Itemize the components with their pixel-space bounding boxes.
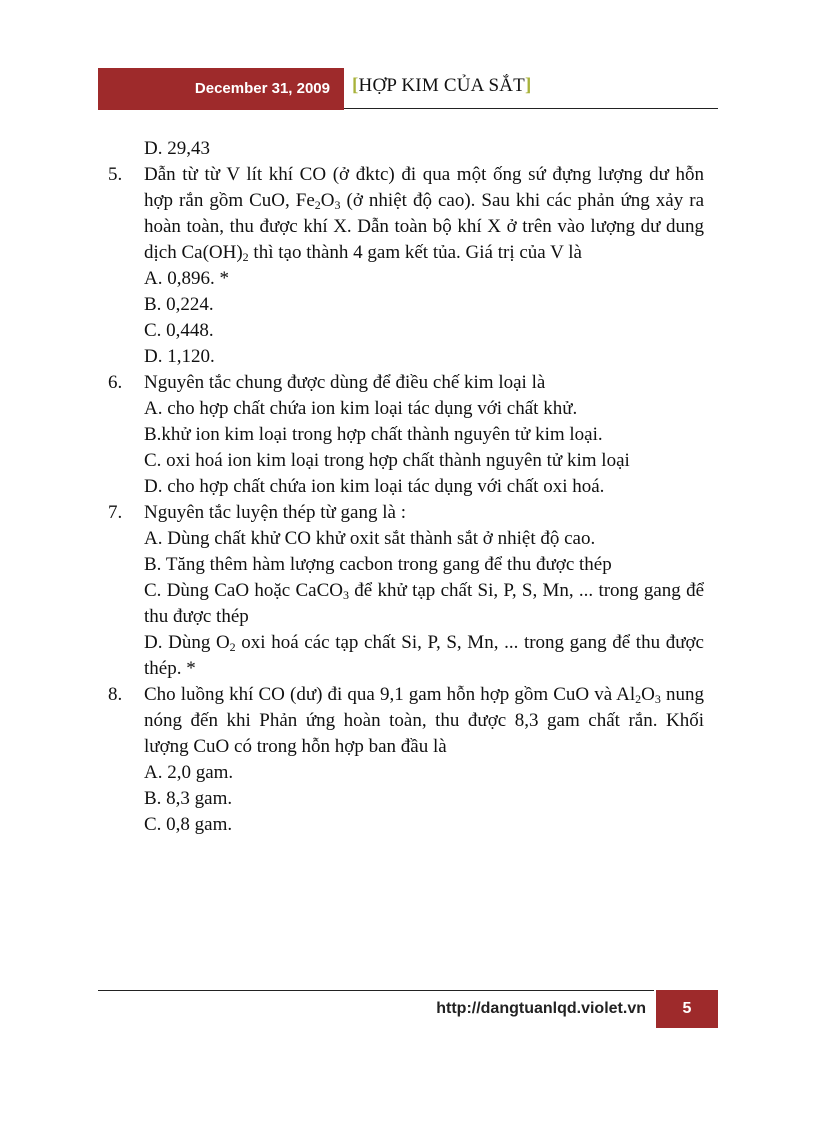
page-content bbox=[108, 136, 704, 838]
question-5 bbox=[108, 162, 704, 370]
option-text: D. Dùng O bbox=[144, 632, 230, 653]
header-date-banner bbox=[98, 68, 344, 110]
subscript: 2 bbox=[242, 250, 249, 264]
answer-option: A. Dùng chất khử CO khử oxit sắt thành sắt ở nhiệt độ cao. bbox=[144, 528, 596, 549]
subscript: 2 bbox=[314, 198, 321, 212]
stem-text: Dẫn từ từ V lít khí CO (ở đktc) đi qua một ống sứ đựng lượng dư hỗn hợp rắn gồm CuO, Fe bbox=[144, 164, 704, 211]
question-number: 8. bbox=[108, 684, 123, 705]
subscript: 2 bbox=[229, 640, 236, 654]
stem-text: Cho luồng khí CO (dư) đi qua 9,1 gam hỗn hợp gồm CuO và Al bbox=[144, 684, 636, 705]
question-stem bbox=[144, 682, 704, 760]
stem-text: (ở nhiệt độ cao). Sau khi các phản ứng xảy ra hoàn toàn, thu được khí X. Dẫn toàn bộ khí X ở trên vào lượng dư dung dịch Ca(OH) bbox=[144, 190, 705, 263]
answer-option: A. cho hợp chất chứa ion kim loại tác dụng với chất khử. bbox=[144, 398, 578, 419]
stem-text: O bbox=[641, 684, 655, 705]
answer-option: A. 0,896. * bbox=[144, 268, 229, 289]
answer-option: A. 2,0 gam. bbox=[144, 762, 234, 783]
answer-option bbox=[144, 578, 704, 630]
question-number: 7. bbox=[108, 502, 123, 523]
answer-option bbox=[144, 630, 704, 682]
option-text: C. Dùng CaO hoặc CaCO bbox=[144, 580, 343, 601]
question-7 bbox=[108, 500, 704, 682]
answer-option: D. 1,120. bbox=[144, 346, 215, 367]
subscript: 3 bbox=[334, 198, 341, 212]
answer-option: D. cho hợp chất chứa ion kim loại tác dụng với chất oxi hoá. bbox=[144, 476, 605, 497]
answer-option: B. 0,224. bbox=[144, 294, 214, 315]
title-bracket-open: [ bbox=[352, 75, 359, 96]
question-stem bbox=[144, 162, 704, 266]
subscript: 3 bbox=[342, 588, 349, 602]
subscript: 2 bbox=[635, 692, 642, 706]
question-6 bbox=[108, 370, 704, 500]
question-8 bbox=[108, 682, 704, 838]
stem-text: nung nóng đến khi Phản ứng hoàn toàn, thu được 8,3 gam chất rắn. Khối lượng CuO có trong hỗn hợp ban đầu là bbox=[144, 684, 704, 757]
header-date: December 31, 2009 bbox=[194, 80, 330, 97]
question-number: 5. bbox=[108, 164, 123, 185]
title-text: HỢP KIM CỦA SẮT bbox=[358, 75, 525, 96]
document-title bbox=[352, 75, 532, 97]
previous-question-tail: D. 29,43 bbox=[144, 138, 210, 159]
stem-text: O bbox=[320, 190, 335, 211]
answer-option: C. oxi hoá ion kim loại trong hợp chất thành nguyên tử kim loại bbox=[144, 450, 630, 471]
option-text: để khử tạp chất Si, P, S, Mn, ... trong gang để thu được thép bbox=[144, 580, 704, 627]
footer-url: http://dangtuanlqd.violet.vn bbox=[436, 1000, 646, 1017]
question-stem: Nguyên tắc luyện thép từ gang là : bbox=[144, 502, 406, 523]
answer-option: B. Tăng thêm hàm lượng cacbon trong gang để thu được thép bbox=[144, 554, 612, 575]
page-number-box bbox=[656, 990, 718, 1028]
answer-option: C. 0,8 gam. bbox=[144, 814, 233, 835]
title-bracket-close: ] bbox=[525, 75, 532, 96]
page-number: 5 bbox=[682, 1000, 692, 1017]
header-divider bbox=[344, 108, 718, 109]
question-number: 6. bbox=[108, 372, 123, 393]
footer-divider bbox=[98, 990, 654, 991]
answer-option: B.khử ion kim loại trong hợp chất thành nguyên tử kim loại. bbox=[144, 424, 603, 445]
option-text: oxi hoá các tạp chất Si, P, S, Mn, ... trong gang để thu được thép. * bbox=[144, 632, 704, 679]
stem-text: thì tạo thành 4 gam kết tủa. Giá trị của V là bbox=[248, 242, 582, 263]
answer-option: C. 0,448. bbox=[144, 320, 214, 341]
question-stem: Nguyên tắc chung được dùng để điều chế kim loại là bbox=[144, 372, 546, 393]
answer-option: B. 8,3 gam. bbox=[144, 788, 233, 809]
subscript: 3 bbox=[654, 692, 661, 706]
